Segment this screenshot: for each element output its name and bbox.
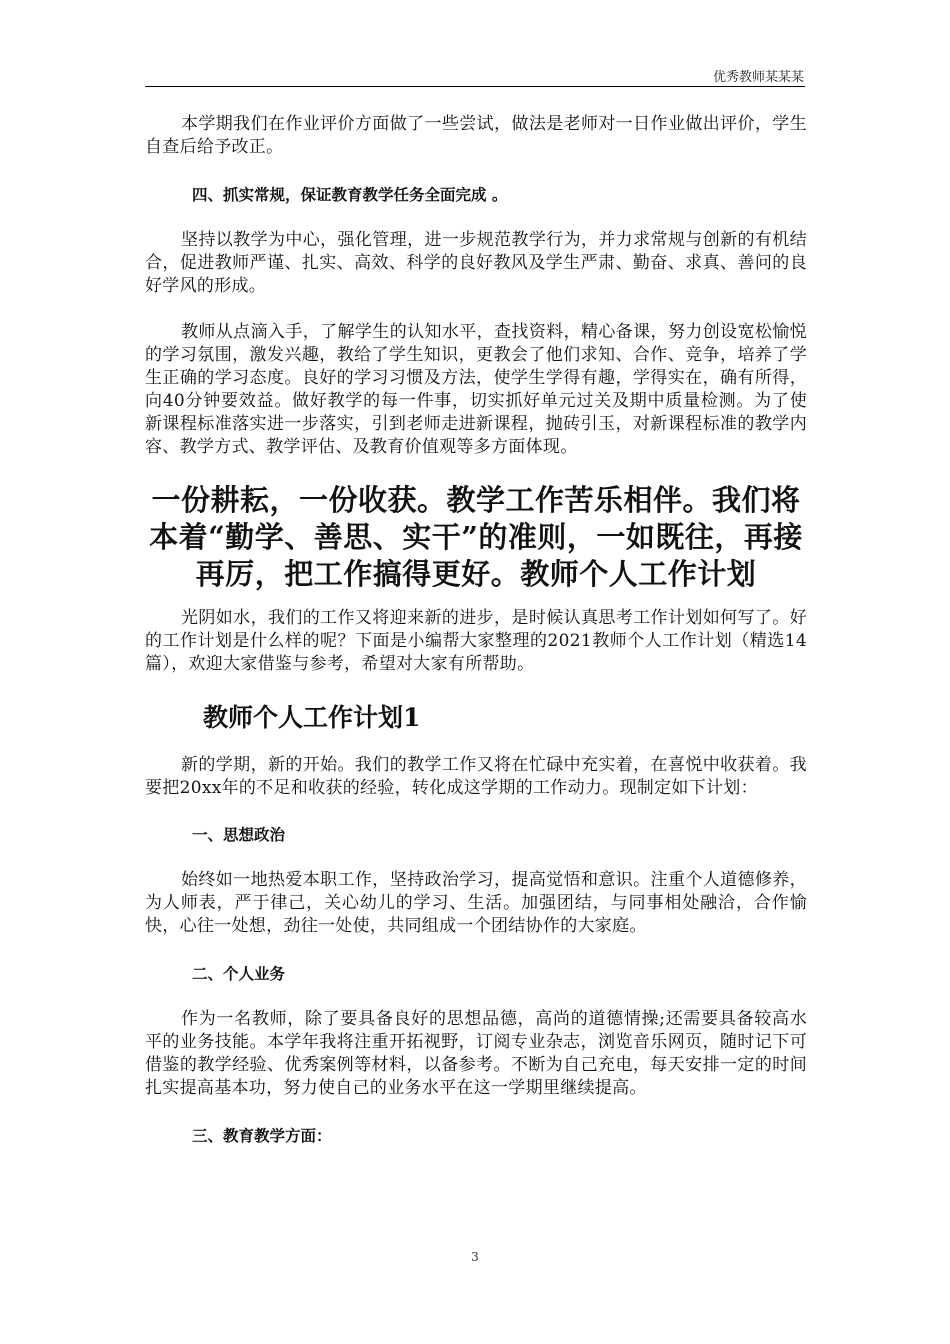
paragraph-new-semester: 新的学期，新的开始。我们的教学工作又将在忙碌中充实着，在喜悦中收获着。我要把20xx年的不足和收获的经验，转化成这学期的工作动力。现制定如下计划： [145,755,807,798]
article-title-plan-1: 教师个人工作计划1 [203,703,421,732]
section-heading-one: 一、思想政治 [192,826,286,844]
paragraph-routine-management: 坚持以教学为中心，强化管理，进一步规范教学行为，并力求常规与创新的有机结合，促进教师严谨、扎实、高效、科学的良好教风及学生严肃、勤奋、求真、善问的良好学风的形成。 [145,230,807,296]
paragraph-homework-evaluation: 本学期我们在作业评价方面做了一些尝试，做法是老师对一日作业做出评价，学生自查后给予改正。 [145,114,807,157]
header-divider [145,86,805,87]
paragraph-political-thought: 始终如一地热爱本职工作，坚持政治学习，提高觉悟和意识。注重个人道德修养，为人师表，严于律己，关心幼儿的学习、生活。加强团结，与同事相处融洽，合作愉快，心往一处想，劲往一处使，共同组成一个团结协作的大家庭。 [145,870,807,936]
paragraph-professional-skills: 作为一名教师，除了要具备良好的思想品德，高尚的道德情操;还需要具备较高水平的业务技能。本学年我将注重开拓视野，订阅专业杂志，浏览音乐网页，随时记下可借鉴的教学经验、优秀案例等材料，以备参考。不断为自己充电，每天安排一定的时间扎实提高基本功，努力使自己的业务水平在这一学期里继续提高。 [145,1009,807,1098]
paragraph-introduction: 光阴如水，我们的工作又将迎来新的进步，是时候认真思考工作计划如何写了。好的工作计划是什么样的呢？下面是小编帮大家整理的2021教师个人工作计划（精选14篇），欢迎大家借鉴与参考，希望对大家有所帮助。 [145,608,807,674]
page-number: 3 [471,1250,479,1264]
section-heading-three: 三、教育教学方面： [192,1127,332,1145]
large-heading-summary: 一份耕耘，一份收获。教学工作苦乐相伴。我们将本着“勤学、善思、实干”的准则，一如既往，再接再厉，把工作搞得更好。教师个人工作计划 [149,483,803,591]
running-header: 优秀教师某某某 [712,70,804,85]
section-heading-four: 四、抓实常规，保证教育教学任务全面完成 。 [192,186,508,204]
document-body [145,113,807,1146]
section-heading-two: 二、个人业务 [192,965,286,983]
paragraph-teaching-details: 教师从点滴入手，了解学生的认知水平，查找资料，精心备课，努力创设宽松愉悦的学习氛围，激发兴趣，教给了学生知识，更教会了他们求知、合作、竞争，培养了学生正确的学习态度。良好的学习习惯及方法，使学生学得有趣，学得实在，确有所得，向40分钟要效益。做好教学的每一件事，切实抓好单元过关及期中质量检测。为了使新课程标准落实进一步落实，引到老师走进新课程，抛砖引玉，对新课程标准的教学内容、教学方式、教学评估、及教育价值观等多方面体现。 [145,322,807,457]
